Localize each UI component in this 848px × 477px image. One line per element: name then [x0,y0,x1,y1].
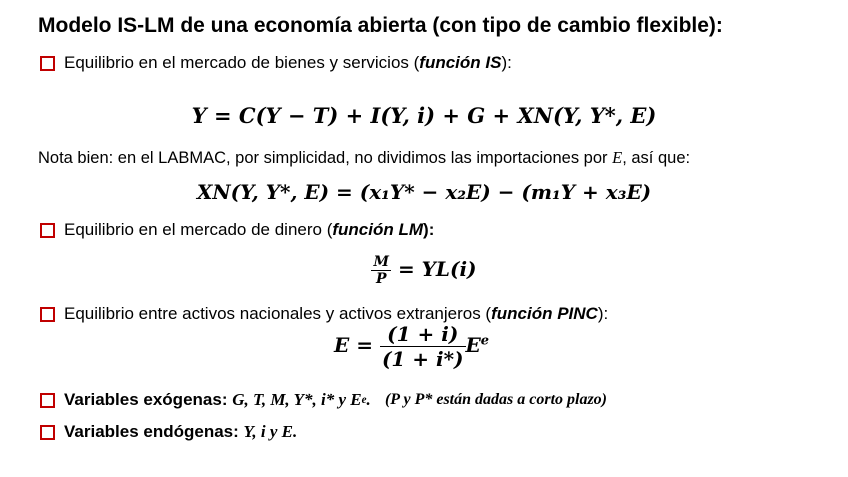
bullet-lm-bold: función LM [332,220,424,239]
endogenous-label: Variables endógenas: [64,422,239,441]
pinc-lhs: E = [334,333,373,357]
bullet-is [40,53,512,73]
exogenous-dot: . [366,390,371,409]
bullet-lm-text: Equilibrio en el mercado de dinero ( [64,220,333,239]
note-line [38,148,690,168]
bullet-lm-after: ): [423,220,435,239]
bullet-is-after: ): [501,53,512,72]
checkbox-bullet-icon [40,223,55,238]
pinc-rhs-sup: e [480,333,490,349]
bullet-is-bold: función IS [419,53,502,72]
checkbox-bullet-icon [40,307,55,322]
exogenous-sup: e [361,394,367,406]
note-var: E [612,148,623,167]
bullet-pinc-bold: función PINC [491,304,598,323]
pinc-rhs: E [465,333,481,357]
equation-lm [0,254,848,287]
lm-denominator: P [371,270,391,287]
bullet-lm [40,220,434,240]
bullet-endogenous [40,422,297,442]
bullet-exogenous [40,390,607,410]
exogenous-note: (P y P* están dadas a corto plazo) [384,391,608,408]
endogenous-vars: Y, i y E. [243,422,298,441]
bullet-pinc-after: ): [597,304,609,323]
equation-pinc [334,322,489,371]
page-title: Modelo IS-LM de una economía abierta (con tipo de cambio flexible): [38,14,723,37]
equation-xn: XN(Y, Y*, E) = (x₁Y* − x₂E) − (m₁Y + x₃E) [196,180,652,204]
note-text: Nota bien: en el LABMAC, por simplicidad, no dividimos las importaciones por [38,149,613,167]
bullet-pinc [40,304,608,324]
lm-rhs: = YL(i) [397,257,477,281]
exogenous-label: Variables exógenas: [64,390,228,409]
pinc-numerator: (1 + i) [387,322,459,346]
checkbox-bullet-icon [40,425,55,440]
bullet-is-text: Equilibrio en el mercado de bienes y servicios ( [64,53,420,72]
lm-fraction [371,254,391,287]
checkbox-bullet-icon [40,56,55,71]
pinc-fraction [380,322,466,371]
equation-is: Y = C(Y − T) + I(Y, i) + G + XN(Y, Y*, E) [191,103,657,128]
note-after: , así que: [622,149,691,167]
checkbox-bullet-icon [40,393,55,408]
lm-numerator: M [373,254,389,270]
exogenous-vars: G, T, M, Y*, i* y E [232,390,362,409]
bullet-pinc-text: Equilibrio entre activos nacionales y activos extranjeros ( [64,304,492,323]
pinc-denominator: (1 + i*) [381,347,464,371]
